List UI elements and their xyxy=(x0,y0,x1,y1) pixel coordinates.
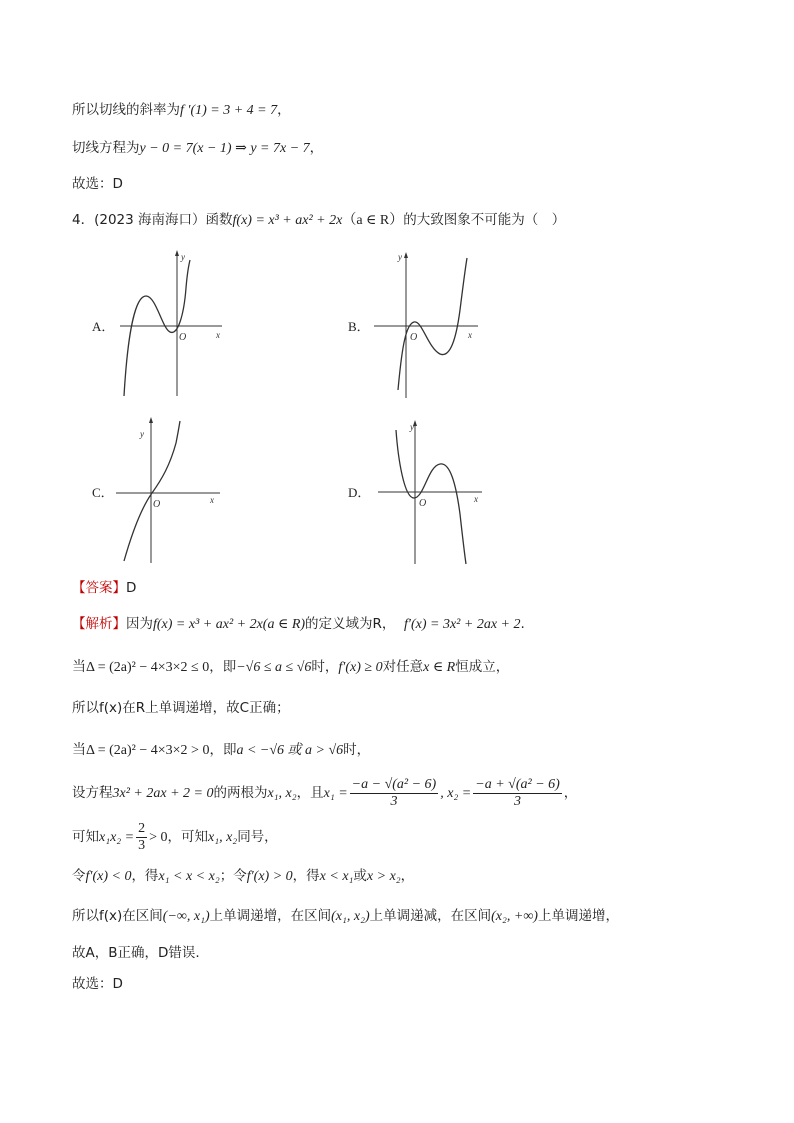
svg-text:x: x xyxy=(210,495,214,505)
analysis-line-10: 故选：D xyxy=(72,976,123,992)
analysis-line-8: 所以f(x)在区间(−∞, x₁)上单调递增，在区间(x₁, x₂)上单调递减，在区间(x₂, +∞)上单调递增， xyxy=(72,908,619,924)
option-b-label: B． xyxy=(348,319,370,334)
analysis-tag: 【解析】 xyxy=(72,616,126,632)
analysis-line-3: 所以f(x)在R上单调递增，故C正确； xyxy=(72,700,290,716)
option-d-graph xyxy=(372,418,492,568)
prev-choice-line: 故选：D xyxy=(72,176,123,192)
svg-text:y: y xyxy=(140,429,144,439)
analysis-line-4: 当Δ = (2a)² − 4×3×2 > 0，即a < −√6 或 a > √6时， xyxy=(72,742,371,758)
analysis-line-6: 可知x₁x₂ = $\frac{2}{3}$ > 0，可知x₁, x₂同号， xyxy=(72,820,278,853)
option-a-label: A． xyxy=(92,319,115,334)
answer-line: 【答案】D xyxy=(72,580,137,596)
svg-text:y: y xyxy=(410,422,414,432)
question-4: 4．(2023 海南海口）函数f(x) = x³ + ax² + 2x（a ∈ R）的大致图象不可能为（ ） xyxy=(72,212,566,228)
answer-tag: 【答案】 xyxy=(72,580,126,596)
svg-text:O: O xyxy=(153,499,161,510)
option-c-graph xyxy=(112,415,232,565)
svg-text:x: x xyxy=(216,330,220,340)
option-d-label: D． xyxy=(348,485,371,500)
svg-text:O: O xyxy=(179,332,187,343)
slope-line: 所以切线的斜率为f ′(1) = 3 + 4 = 7， xyxy=(72,102,291,118)
option-c-label: C． xyxy=(92,485,114,500)
analysis-line-5: 设方程3x² + 2ax + 2 = 0的两根为x₁, x₂，且x₁ = $\frac{\text{−a − √(a² − 6)}}{3}$ , x₂ = $\frac{\text{−a + √(a² − 6)}}{3}$ ， xyxy=(72,776,578,809)
product-fraction: $\frac{2}{3}$ xyxy=(138,820,146,853)
root-x2-fraction: $\frac{\text{−a + √(a² − 6)}}{3}$ xyxy=(475,776,560,809)
analysis-line-7: 令f′(x) < 0，得x₁ < x < x₂；令f′(x) > 0，得x < x₁或x > x₂， xyxy=(72,868,415,884)
analysis-line-9: 故A，B正确，D错误. xyxy=(72,945,200,961)
svg-text:O: O xyxy=(419,498,427,509)
analysis-line-2: 当Δ = (2a)² − 4×3×2 ≤ 0，即−√6 ≤ a ≤ √6时，f′(x) ≥ 0对任意x ∈ R恒成立， xyxy=(72,659,510,675)
svg-text:O: O xyxy=(410,332,418,343)
svg-text:y: y xyxy=(181,252,185,262)
option-a-graph xyxy=(110,248,240,398)
svg-text:x: x xyxy=(474,494,478,504)
option-b-graph xyxy=(370,250,490,400)
root-x1-fraction: $\frac{\text{−a − √(a² − 6)}}{3}$ xyxy=(351,776,437,809)
analysis-line-1: 【解析】因为f(x) = x³ + ax² + 2x(a ∈ R)的定义域为R， f′(x) = 3x² + 2ax + 2. xyxy=(72,616,525,632)
tangent-equation-line: 切线方程为y − 0 = 7(x − 1) ⇒ y = 7x − 7， xyxy=(72,140,324,156)
svg-text:x: x xyxy=(468,330,472,340)
svg-text:y: y xyxy=(398,252,402,262)
